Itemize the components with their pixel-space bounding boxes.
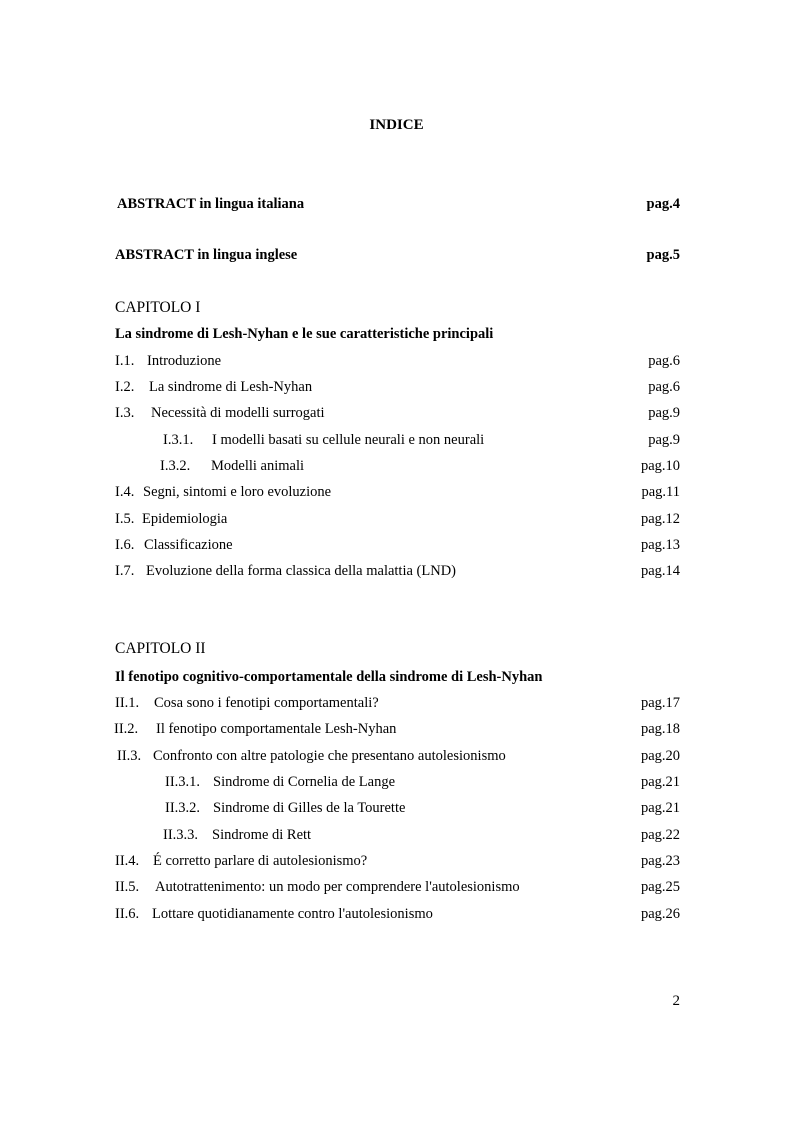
entry-num: II.3. bbox=[117, 748, 142, 764]
entry-num: II.5. bbox=[115, 879, 140, 895]
entry-label: Evoluzione della forma classica della malattia (LND) bbox=[146, 563, 457, 579]
entry-label: Lottare quotidianamente contro l'autolesionismo bbox=[152, 906, 433, 922]
toc-abstract-italian-page: pag.4 bbox=[646, 196, 680, 212]
entry-label: Classificazione bbox=[144, 537, 233, 553]
entry-num: I.3. bbox=[115, 405, 135, 421]
entry-page: pag.22 bbox=[640, 827, 680, 843]
entry-label: La sindrome di Lesh-Nyhan bbox=[149, 379, 313, 395]
entry-num: II.3.1. bbox=[165, 774, 201, 790]
entry-page: pag.9 bbox=[648, 432, 680, 448]
entry-page: pag.12 bbox=[640, 511, 680, 527]
entry-num: II.6. bbox=[115, 906, 140, 922]
page-title: INDICE bbox=[369, 117, 424, 133]
entry-label: É corretto parlare di autolesionismo? bbox=[153, 853, 368, 869]
entry-num: II.3.2. bbox=[165, 800, 201, 816]
entry-page: pag.10 bbox=[640, 458, 680, 474]
entry-page: pag.11 bbox=[641, 484, 680, 500]
entry-page: pag.6 bbox=[648, 379, 680, 395]
entry-num: I.3.2. bbox=[160, 458, 191, 474]
entry-page: pag.21 bbox=[640, 800, 680, 816]
entry-num: I.1. bbox=[115, 353, 135, 369]
entry-page: pag.14 bbox=[640, 563, 680, 579]
entry-label: I modelli basati su cellule neurali e non neurali bbox=[212, 432, 485, 448]
entry-label: Confronto con altre patologie che presentano autolesionismo bbox=[153, 748, 506, 764]
entry-label: Introduzione bbox=[147, 353, 222, 369]
entry-num: I.3.1. bbox=[163, 432, 194, 448]
entry-label: Il fenotipo comportamentale Lesh-Nyhan bbox=[156, 721, 397, 737]
entry-page: pag.25 bbox=[640, 879, 680, 895]
chapter1-heading: CAPITOLO I bbox=[115, 299, 201, 316]
entry-page: pag.18 bbox=[640, 721, 680, 737]
page-number: 2 bbox=[672, 993, 680, 1009]
entry-label: Cosa sono i fenotipi comportamentali? bbox=[154, 695, 379, 711]
entry-page: pag.21 bbox=[640, 774, 680, 790]
entry-num: I.4. bbox=[115, 484, 135, 500]
entry-page: pag.26 bbox=[640, 906, 680, 922]
entry-num: II.4. bbox=[115, 853, 140, 869]
entry-page: pag.20 bbox=[640, 748, 680, 764]
entry-label: Modelli animali bbox=[211, 458, 305, 474]
entry-page: pag.6 bbox=[648, 353, 680, 369]
entry-num: II.3.3. bbox=[163, 827, 199, 843]
toc-abstract-italian: ABSTRACT in lingua italiana bbox=[117, 196, 305, 212]
entry-label: Sindrome di Cornelia de Lange bbox=[213, 774, 396, 790]
entry-num: I.2. bbox=[115, 379, 135, 395]
entry-label: Necessità di modelli surrogati bbox=[151, 405, 325, 421]
chapter2-subtitle: Il fenotipo cognitivo-comportamentale della sindrome di Lesh-Nyhan bbox=[115, 669, 543, 685]
entry-label: Epidemiologia bbox=[142, 511, 228, 527]
entry-page: pag.17 bbox=[640, 695, 680, 711]
entry-page: pag.13 bbox=[640, 537, 680, 553]
entry-label: Autotrattenimento: un modo per comprendere l'autolesionismo bbox=[155, 879, 520, 895]
chapter2-heading: CAPITOLO II bbox=[115, 640, 206, 657]
chapter1-subtitle: La sindrome di Lesh-Nyhan e le sue caratteristiche principali bbox=[115, 326, 494, 342]
toc-abstract-english: ABSTRACT in lingua inglese bbox=[115, 247, 298, 263]
entry-num: II.2. bbox=[114, 721, 139, 737]
entry-num: I.5. bbox=[115, 511, 135, 527]
entry-label: Sindrome di Gilles de la Tourette bbox=[213, 800, 406, 816]
toc-abstract-english-page: pag.5 bbox=[646, 247, 680, 263]
entry-page: pag.9 bbox=[648, 405, 680, 421]
entry-num: I.6. bbox=[115, 537, 135, 553]
entry-num: II.1. bbox=[115, 695, 140, 711]
entry-num: I.7. bbox=[115, 563, 135, 579]
entry-label: Segni, sintomi e loro evoluzione bbox=[143, 484, 332, 500]
entry-label: Sindrome di Rett bbox=[212, 827, 312, 843]
entry-page: pag.23 bbox=[640, 853, 680, 869]
